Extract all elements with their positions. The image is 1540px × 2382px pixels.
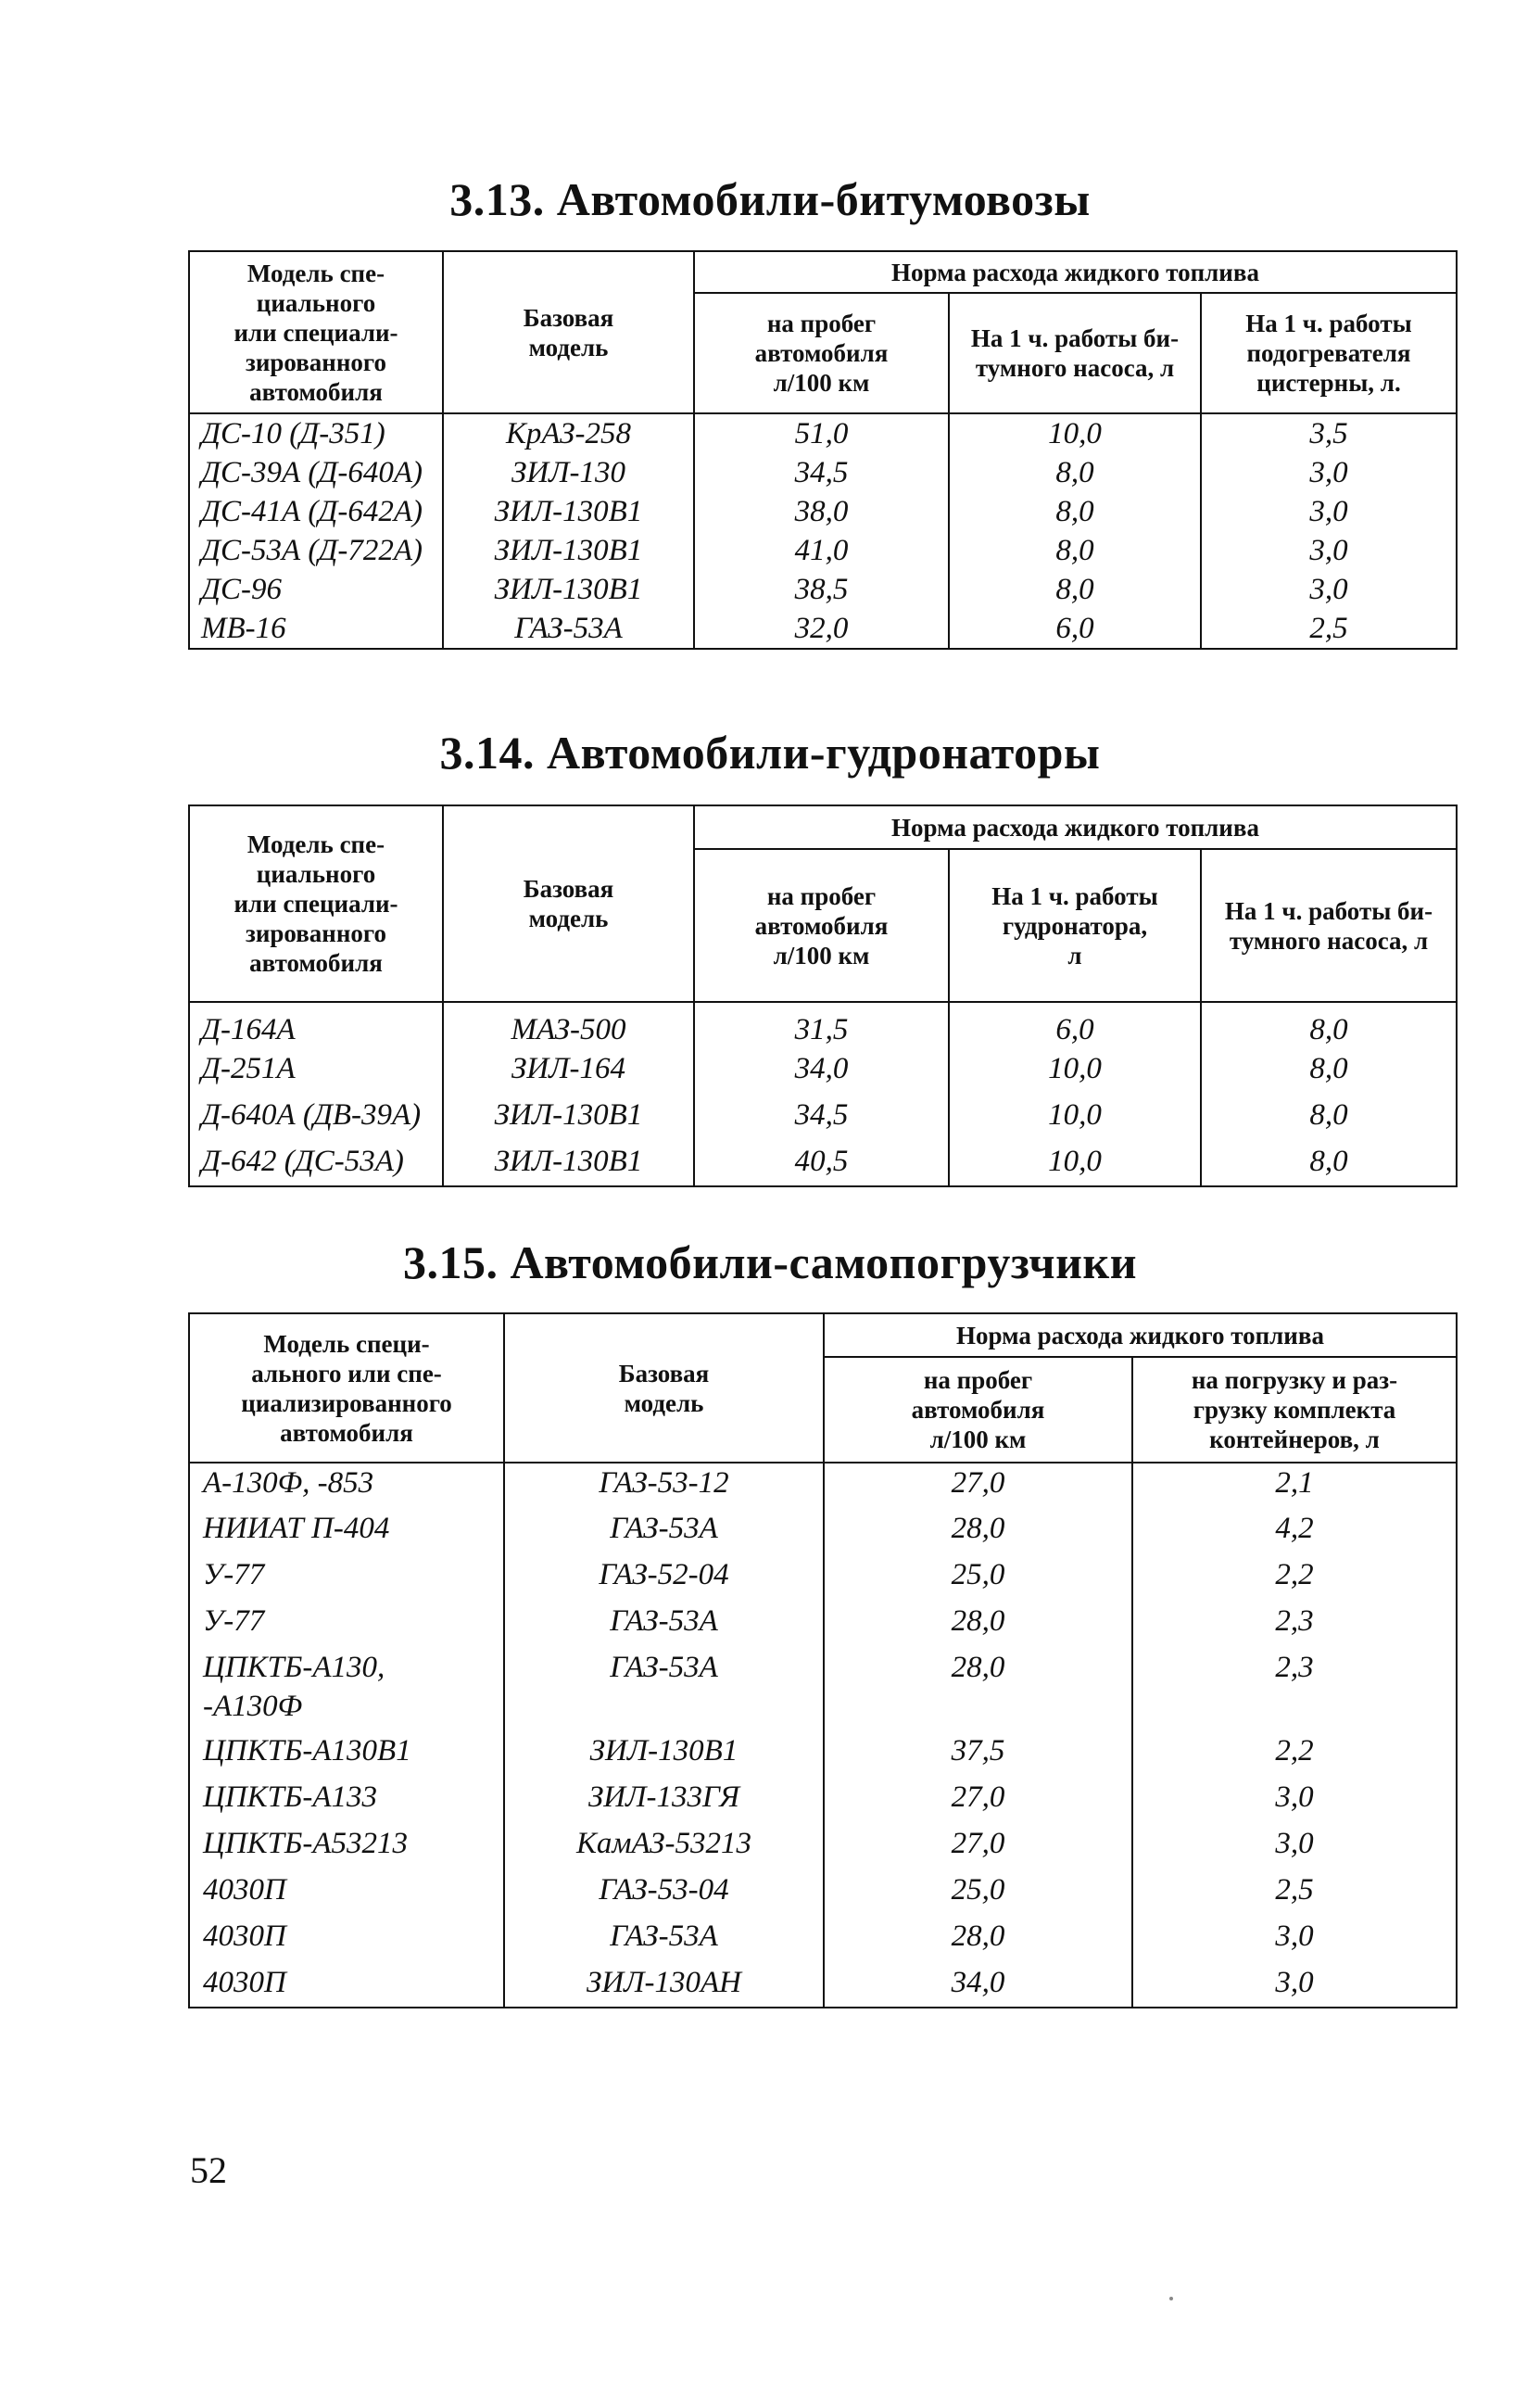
cell-base: ЗИЛ-130АН — [504, 1963, 824, 2008]
cell-run: 51,0 — [694, 413, 949, 453]
scan-speck — [1169, 2297, 1173, 2300]
cell-run: 34,5 — [694, 453, 949, 492]
cell-model: А-130Ф, -853 — [189, 1463, 504, 1509]
table-row — [189, 1096, 1457, 1142]
header-base-model: Базовая модель — [504, 1313, 824, 1463]
header-run-norm: на пробег автомобиля л/100 км — [694, 849, 949, 1002]
header-fuel-norm: Норма расхода жидкого топлива — [824, 1313, 1457, 1357]
header-fuel-norm: Норма расхода жидкого топлива — [694, 251, 1457, 293]
cell-run: 41,0 — [694, 531, 949, 570]
header-run-norm: на пробег автомобиля л/100 км — [824, 1357, 1132, 1463]
table-row — [189, 570, 1457, 609]
cell-base: ГАЗ-53А — [504, 1648, 824, 1731]
header-pump-norm: На 1 ч. работы би- тумного насоса, л — [949, 293, 1201, 413]
cell-run: 28,0 — [824, 1917, 1132, 1963]
table-row — [189, 609, 1457, 649]
section-title-3-13: 3.13. Автомобили-битумовозы — [449, 173, 1091, 225]
cell-heater: 3,5 — [1201, 413, 1457, 453]
table-tar-sprayers — [188, 805, 1458, 1187]
header-fuel-norm: Норма расхода жидкого топлива — [694, 805, 1457, 849]
cell-model: У-77 — [189, 1602, 504, 1648]
cell-model: У-77 — [189, 1555, 504, 1602]
table-row — [189, 1917, 1457, 1963]
cell-pump: 8,0 — [1201, 1142, 1457, 1186]
cell-base: ЗИЛ-164 — [443, 1049, 694, 1096]
table-row — [189, 492, 1457, 531]
cell-loading: 3,0 — [1132, 1824, 1457, 1870]
section-title-3-14: 3.14. Автомобили-гудронаторы — [439, 727, 1101, 779]
cell-base: ГАЗ-53А — [443, 609, 694, 649]
cell-model: ДС-41А (Д-642А) — [189, 492, 443, 531]
cell-pump: 6,0 — [949, 609, 1201, 649]
cell-pump: 8,0 — [949, 453, 1201, 492]
cell-run: 25,0 — [824, 1870, 1132, 1917]
cell-run: 34,0 — [694, 1049, 949, 1096]
cell-pump: 8,0 — [1201, 1049, 1457, 1096]
table-row — [189, 453, 1457, 492]
table-row — [189, 1049, 1457, 1096]
table-row — [189, 1602, 1457, 1648]
cell-base: ЗИЛ-130В1 — [443, 1142, 694, 1186]
cell-run: 37,5 — [824, 1731, 1132, 1778]
cell-base: ГАЗ-53А — [504, 1509, 824, 1555]
cell-base: ГАЗ-53А — [504, 1602, 824, 1648]
cell-pump: 8,0 — [949, 570, 1201, 609]
cell-run: 34,0 — [824, 1963, 1132, 2008]
cell-run: 25,0 — [824, 1555, 1132, 1602]
cell-base: КамАЗ-53213 — [504, 1824, 824, 1870]
table-bitumen-trucks — [188, 250, 1458, 650]
cell-base: ЗИЛ-133ГЯ — [504, 1778, 824, 1824]
cell-loading: 2,2 — [1132, 1555, 1457, 1602]
cell-run: 38,0 — [694, 492, 949, 531]
cell-loading: 2,5 — [1132, 1870, 1457, 1917]
cell-base: ЗИЛ-130 — [443, 453, 694, 492]
cell-model: ДС-10 (Д-351) — [189, 413, 443, 453]
page-number: 52 — [190, 2149, 227, 2191]
cell-loading: 4,2 — [1132, 1509, 1457, 1555]
cell-base: ЗИЛ-130В1 — [443, 1096, 694, 1142]
cell-run: 28,0 — [824, 1509, 1132, 1555]
cell-heater: 3,0 — [1201, 570, 1457, 609]
cell-model: ЦПКТБ-А133 — [189, 1778, 504, 1824]
cell-heater: 3,0 — [1201, 453, 1457, 492]
cell-model: Д-642 (ДС-53А) — [189, 1142, 443, 1186]
header-pump-norm: На 1 ч. работы би- тумного насоса, л — [1201, 849, 1457, 1002]
cell-model: ЦПКТБ-А130, -А130Ф — [189, 1648, 504, 1731]
table-row — [189, 1778, 1457, 1824]
cell-model: ДС-53А (Д-722А) — [189, 531, 443, 570]
cell-run: 38,5 — [694, 570, 949, 609]
header-base-model: Базовая модель — [443, 805, 694, 1002]
cell-loading: 2,3 — [1132, 1602, 1457, 1648]
cell-loading: 3,0 — [1132, 1963, 1457, 2008]
cell-model: Д-164А — [189, 1002, 443, 1049]
header-gudronator-norm: На 1 ч. работы гудронатора, л — [949, 849, 1201, 1002]
table-self-loaders — [188, 1312, 1458, 2008]
cell-model: ДС-96 — [189, 570, 443, 609]
table-row — [189, 1509, 1457, 1555]
cell-model: Д-640А (ДВ-39А) — [189, 1096, 443, 1142]
header-base-model: Базовая модель — [443, 251, 694, 413]
cell-loading: 3,0 — [1132, 1917, 1457, 1963]
table-row — [189, 1142, 1457, 1186]
table-row — [189, 1463, 1457, 1509]
table-row — [189, 1870, 1457, 1917]
cell-gudronator: 10,0 — [949, 1096, 1201, 1142]
cell-base: ЗИЛ-130В1 — [504, 1731, 824, 1778]
cell-model: 4030П — [189, 1963, 504, 2008]
header-model: Модель спе- циального или специали- зированного автомобиля — [189, 251, 443, 413]
cell-base: ГАЗ-53-04 — [504, 1870, 824, 1917]
table-row — [189, 1963, 1457, 2008]
table-row — [189, 1648, 1457, 1731]
section-title-3-15: 3.15. Автомобили-самопогрузчики — [402, 1236, 1138, 1288]
cell-base: ЗИЛ-130В1 — [443, 570, 694, 609]
cell-heater: 2,5 — [1201, 609, 1457, 649]
cell-base: ГАЗ-53-12 — [504, 1463, 824, 1509]
cell-pump: 8,0 — [1201, 1096, 1457, 1142]
cell-model: 4030П — [189, 1917, 504, 1963]
cell-model: ЦПКТБ-А53213 — [189, 1824, 504, 1870]
cell-base: ГАЗ-52-04 — [504, 1555, 824, 1602]
table-row — [189, 1731, 1457, 1778]
cell-model: МВ-16 — [189, 609, 443, 649]
cell-run: 27,0 — [824, 1463, 1132, 1509]
header-loading-norm: на погрузку и раз- грузку комплекта контейнеров, л — [1132, 1357, 1457, 1463]
cell-run: 27,0 — [824, 1824, 1132, 1870]
cell-loading: 3,0 — [1132, 1778, 1457, 1824]
cell-model: НИИАТ П-404 — [189, 1509, 504, 1555]
cell-run: 31,5 — [694, 1002, 949, 1049]
table-row — [189, 413, 1457, 453]
cell-run: 28,0 — [824, 1602, 1132, 1648]
cell-heater: 3,0 — [1201, 492, 1457, 531]
cell-run: 28,0 — [824, 1648, 1132, 1731]
table-row — [189, 1002, 1457, 1049]
cell-run: 27,0 — [824, 1778, 1132, 1824]
header-heater-norm: На 1 ч. работы подогревателя цистерны, л. — [1201, 293, 1457, 413]
cell-loading: 2,3 — [1132, 1648, 1457, 1731]
cell-pump: 8,0 — [1201, 1002, 1457, 1049]
cell-model: ДС-39А (Д-640А) — [189, 453, 443, 492]
cell-base: ЗИЛ-130В1 — [443, 531, 694, 570]
header-model: Модель спе- циального или специали- зированного автомобиля — [189, 805, 443, 1002]
cell-gudronator: 10,0 — [949, 1142, 1201, 1186]
table-row — [189, 1824, 1457, 1870]
cell-model: Д-251А — [189, 1049, 443, 1096]
cell-base: ГАЗ-53А — [504, 1917, 824, 1963]
cell-heater: 3,0 — [1201, 531, 1457, 570]
cell-run: 34,5 — [694, 1096, 949, 1142]
table-row — [189, 531, 1457, 570]
cell-pump: 10,0 — [949, 413, 1201, 453]
cell-base: ЗИЛ-130В1 — [443, 492, 694, 531]
header-run-norm: на пробег автомобиля л/100 км — [694, 293, 949, 413]
cell-model: ЦПКТБ-А130В1 — [189, 1731, 504, 1778]
cell-gudronator: 6,0 — [949, 1002, 1201, 1049]
cell-pump: 8,0 — [949, 492, 1201, 531]
cell-pump: 8,0 — [949, 531, 1201, 570]
cell-base: МАЗ-500 — [443, 1002, 694, 1049]
cell-base: КрАЗ-258 — [443, 413, 694, 453]
cell-loading: 2,1 — [1132, 1463, 1457, 1509]
header-model: Модель специ- ального или спе- циализированного автомобиля — [189, 1313, 504, 1463]
cell-run: 40,5 — [694, 1142, 949, 1186]
cell-loading: 2,2 — [1132, 1731, 1457, 1778]
cell-gudronator: 10,0 — [949, 1049, 1201, 1096]
cell-run: 32,0 — [694, 609, 949, 649]
cell-model: 4030П — [189, 1870, 504, 1917]
table-row — [189, 1555, 1457, 1602]
